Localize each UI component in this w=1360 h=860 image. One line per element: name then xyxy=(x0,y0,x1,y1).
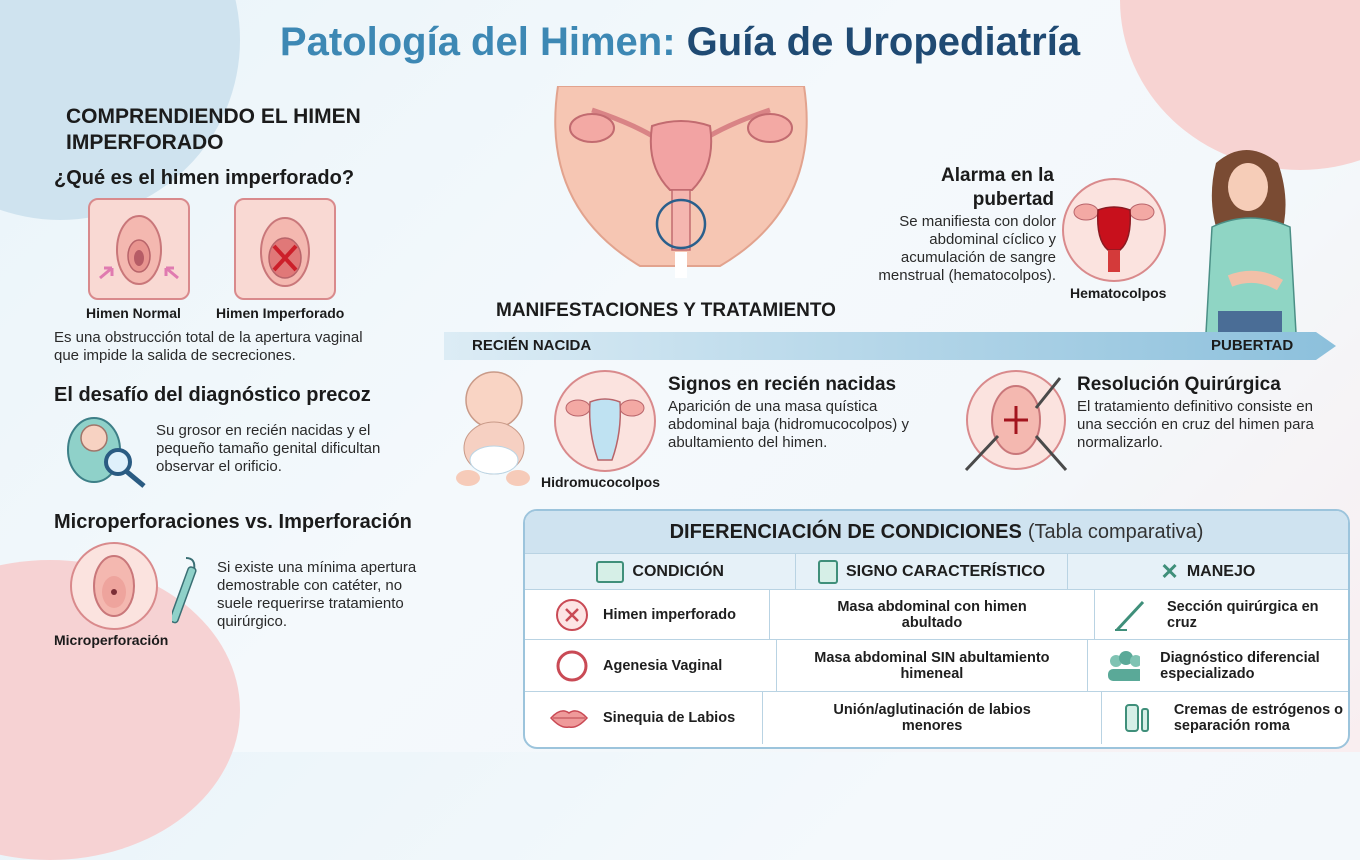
condition-cell: Agenesia Vaginal xyxy=(525,640,777,692)
diagnosis-text: Su grosor en recién nacidas y el pequeño tamaño genital dificultan observar el orificio. xyxy=(156,422,381,475)
newborn-signs-heading: Signos en recién nacidas xyxy=(668,374,897,395)
newborn-signs-text: Aparición de una masa quística abdominal baja (hidromucocolpos) y abultamiento del himen. xyxy=(668,398,909,451)
hematocolpos-image xyxy=(1062,178,1166,282)
hydromucocolpos-icon xyxy=(556,372,654,470)
title-part-1: Patología del Himen: xyxy=(279,20,676,64)
surgical-instruments-icon xyxy=(962,374,1070,474)
definition-text: Es una obstrucción total de la apertura vaginal que impide la salida de secreciones. xyxy=(54,329,363,364)
table-row xyxy=(525,589,1348,640)
header-condition: CONDICIÓN xyxy=(525,554,796,590)
micro-text: Si existe una mínima apertura demostrable con catéter, no suele requerirse tratamiento quirúrgico. xyxy=(217,559,417,630)
header-management: ✕ MANEJO xyxy=(1068,554,1348,590)
tools-icon: ✕ xyxy=(1160,559,1179,584)
table-title-bar xyxy=(525,511,1348,553)
surgery-heading: Resolución Quirúrgica xyxy=(1077,374,1281,395)
normal-hymen-icon xyxy=(90,200,188,298)
catheter-icon xyxy=(172,552,202,632)
imperforate-hymen-image xyxy=(234,198,336,300)
pelvic-anatomy-illustration xyxy=(540,86,822,278)
section-title-understanding: COMPRENDIENDO EL HIMEN IMPERFORADO xyxy=(66,105,361,154)
management-cell: Diagnóstico diferencial especializado xyxy=(1088,640,1348,692)
microperforation-image xyxy=(70,542,158,630)
sign-cell: Masa abdominal con himen abultado xyxy=(770,590,1095,640)
doctors-team-icon xyxy=(1106,649,1140,683)
girl-abdominal-pain-illustration xyxy=(1196,143,1304,333)
surgery-text: El tratamiento definitivo consiste en una sección en cruz del himen para normalizarlo. xyxy=(1077,398,1314,451)
sign-cell: Masa abdominal SIN abultamiento himeneal xyxy=(777,640,1089,692)
what-is-heading: ¿Qué es el himen imperforado? xyxy=(54,167,355,189)
microperforation-icon xyxy=(72,544,156,628)
baby-magnifier-icon xyxy=(60,408,150,488)
micro-heading: Microperforaciones vs. Imperforación xyxy=(54,511,412,533)
hematocolpos-icon xyxy=(1064,180,1164,280)
timeline-end-label: PUBERTAD xyxy=(1211,337,1294,354)
id-card-icon xyxy=(596,561,624,583)
header-sign: SIGNO CARACTERÍSTICO xyxy=(796,554,1067,590)
normal-hymen-caption: Himen Normal xyxy=(86,305,181,321)
table-subtitle: (Tabla comparativa) xyxy=(1027,520,1204,543)
hydromucocolpos-image xyxy=(554,370,656,472)
clipboard-icon xyxy=(818,560,838,584)
table-title: DIFERENCIACIÓN DE CONDICIONES xyxy=(669,520,1022,543)
imperforate-hymen-caption: Himen Imperforado xyxy=(216,305,345,321)
imperforate-hymen-icon xyxy=(236,200,334,298)
condition-cell: Sinequia de Labios xyxy=(525,692,763,744)
manifestations-heading: MANIFESTACIONES Y TRATAMIENTO xyxy=(496,300,836,321)
cream-tube-icon xyxy=(1120,701,1154,735)
sign-cell: Unión/aglutinación de labios menores xyxy=(763,692,1101,744)
puberty-alarm-heading: Alarma en la pubertad xyxy=(941,165,1054,210)
microperforation-caption: Microperforación xyxy=(54,632,169,648)
normal-hymen-image xyxy=(88,198,190,300)
puberty-alarm-text: Se manifiesta con dolor abdominal cíclico y acumulación de sangre menstrual (hematocolpos). xyxy=(878,213,1056,284)
management-cell: Cremas de estrógenos o separación roma xyxy=(1102,692,1348,744)
title-part-2: Guía de Uropediatría xyxy=(686,20,1081,64)
table-header-row xyxy=(525,553,1348,590)
lips-icon xyxy=(549,701,589,735)
page-title xyxy=(0,20,1360,65)
empty-circle-icon xyxy=(555,649,589,683)
comparison-table xyxy=(523,509,1350,749)
crossed-circle-icon xyxy=(555,598,589,632)
newborn-baby-illustration xyxy=(448,368,538,492)
table-row xyxy=(525,691,1348,744)
timeline-start-label: RECIÉN NACIDA xyxy=(472,337,592,354)
diagnosis-heading: El desafío del diagnóstico precoz xyxy=(54,384,371,406)
hematocolpos-caption: Hematocolpos xyxy=(1070,285,1167,301)
scalpel-icon xyxy=(1113,598,1147,632)
condition-cell: Himen imperforado xyxy=(525,590,770,640)
table-row xyxy=(525,639,1348,692)
hydromucocolpos-caption: Hidromucocolpos xyxy=(541,474,661,490)
management-cell: Sección quirúrgica en cruz xyxy=(1095,590,1348,640)
